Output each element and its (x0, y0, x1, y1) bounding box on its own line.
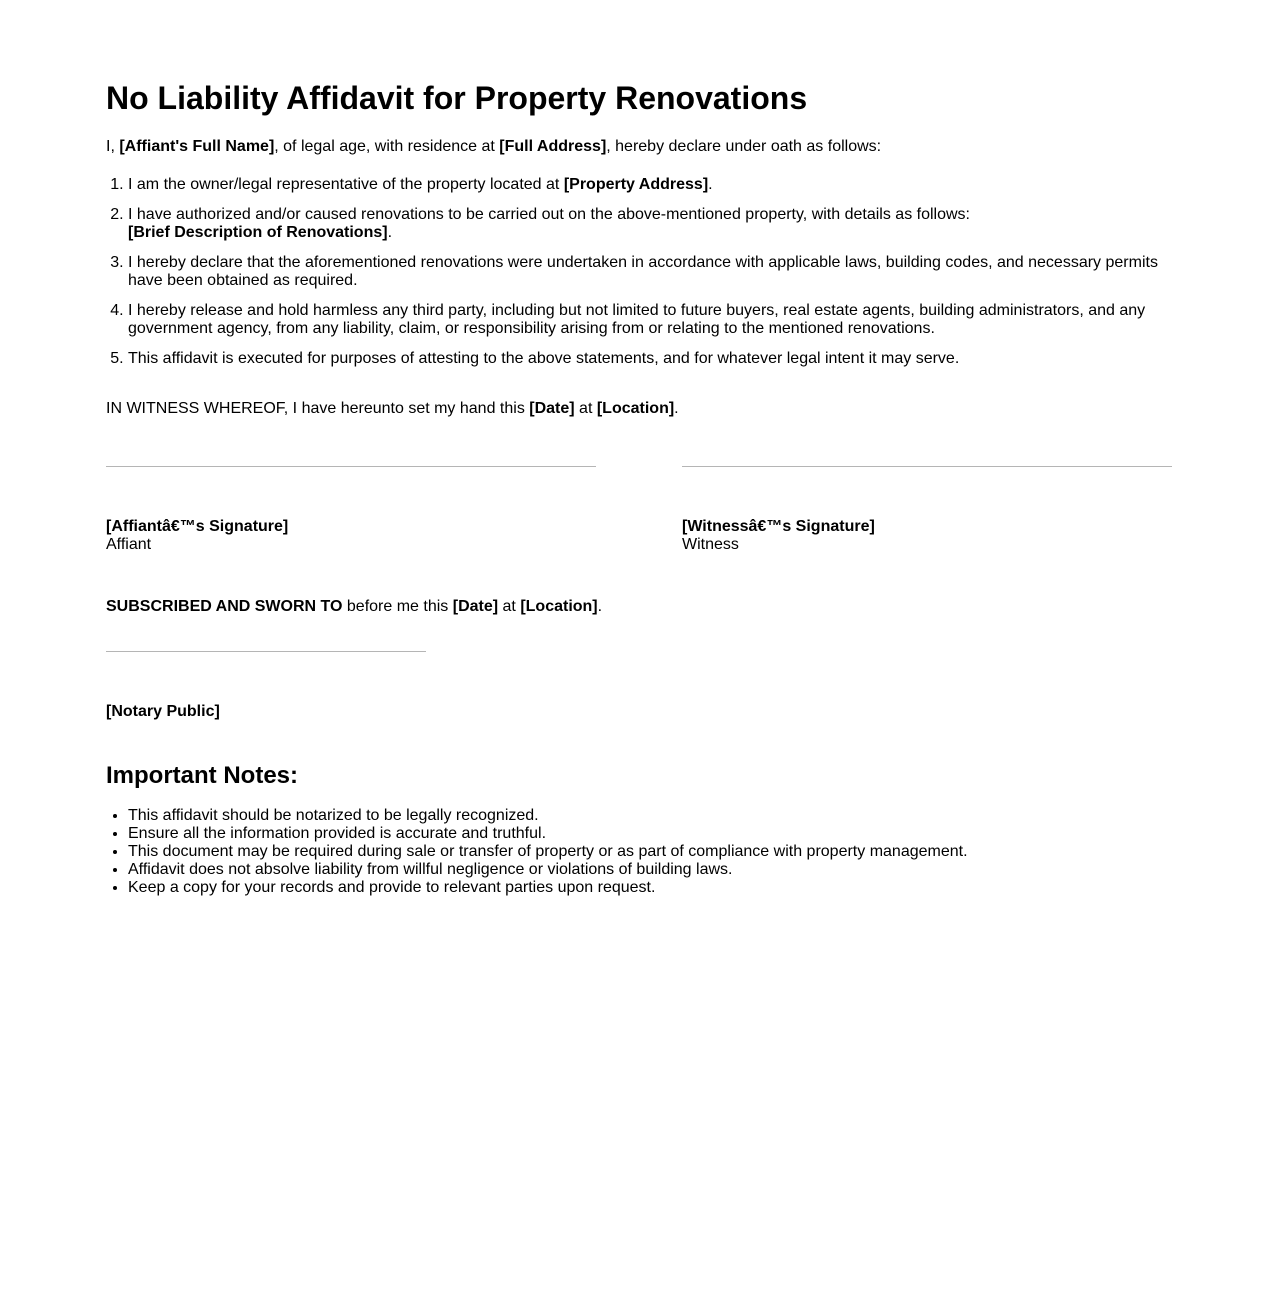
affiant-signature-label: [Affiantâ€™s Signature] (106, 518, 289, 535)
sworn-date-placeholder: [Date] (452, 598, 499, 615)
clause-tail: . (387, 224, 393, 241)
witness-role-label: Witness (682, 536, 739, 553)
clause-item (128, 176, 1172, 194)
clause-item (128, 206, 1172, 242)
note-item: • Affidavit does not absolve liability from willful negligence or violations of building laws. (128, 861, 1172, 879)
witness-suffix: . (674, 400, 679, 417)
witness-statement (106, 400, 679, 418)
sworn-prefix: before me this (342, 598, 453, 615)
sworn-lead: SUBSCRIBED AND SWORN TO (106, 598, 343, 615)
clause-tail: . (708, 176, 713, 193)
intro-suffix: , hereby declare under oath as follows: (606, 138, 882, 155)
clause-text: I am the owner/legal representative of the property located at (128, 176, 564, 193)
document-title: No Liability Affidavit for Property Renovations (106, 80, 808, 116)
affiant-signature-line[interactable] (106, 466, 596, 467)
witness-prefix: IN WITNESS WHEREOF, I have hereunto set my hand this (106, 400, 530, 417)
renovation-description-placeholder: [Brief Description of Renovations] (128, 224, 388, 241)
clause-item (128, 254, 1172, 290)
affiant-role-label: Affiant (106, 536, 152, 553)
notary-label: [Notary Public] (106, 703, 220, 720)
note-item: • Keep a copy for your records and provide to relevant parties upon request. (128, 879, 1172, 897)
witness-signature-block (682, 518, 875, 554)
intro-paragraph (106, 138, 881, 156)
witness-middle: at (574, 400, 597, 417)
affiant-signature-block (106, 518, 288, 554)
note-item: • Ensure all the information provided is accurate and truthful. (128, 825, 1172, 843)
witness-signature-label: [Witnessâ€™s Signature] (682, 518, 875, 535)
clause-text: I hereby declare that the aforementioned renovations were undertaken in accordance with applicable laws, building codes, and necessary permits have been obtained as required. (128, 254, 1158, 289)
affiant-name-placeholder: [Affiant's Full Name] (119, 138, 275, 155)
sworn-location-placeholder: [Location] (520, 598, 598, 615)
intro-prefix: I, (106, 138, 120, 155)
notary-signature-line[interactable] (106, 651, 426, 652)
witness-date-placeholder: [Date] (529, 400, 575, 417)
intro-middle: , of legal age, with residence at (274, 138, 500, 155)
clause-item (128, 302, 1172, 338)
sworn-statement (106, 598, 602, 616)
note-item: • This affidavit should be notarized to be legally recognized. (128, 807, 1172, 825)
witness-location-placeholder: [Location] (596, 400, 675, 417)
clause-text: This affidavit is executed for purposes of attesting to the above statements, and for whatever legal intent it may serve. (128, 350, 960, 367)
address-placeholder: [Full Address] (499, 138, 607, 155)
witness-signature-line[interactable] (682, 466, 1172, 467)
property-address-placeholder: [Property Address] (563, 176, 709, 193)
notes-list (106, 807, 1172, 897)
clause-text: I have authorized and/or caused renovations to be carried out on the above-mentioned property, with details as follows: (128, 206, 970, 223)
clause-list (106, 176, 1172, 380)
clause-text: I hereby release and hold harmless any third party, including but not limited to future buyers, real estate agents, building administrators, and any government agency, from any liability, claim, or responsibility arising from or relating to the mentioned renovations. (128, 302, 1146, 337)
clause-item (128, 350, 1172, 368)
note-item: • This document may be required during sale or transfer of property or as part of compliance with property management. (128, 843, 1172, 861)
notes-heading: Important Notes: (106, 762, 298, 789)
sworn-middle: at (498, 598, 521, 615)
sworn-suffix: . (597, 598, 603, 615)
